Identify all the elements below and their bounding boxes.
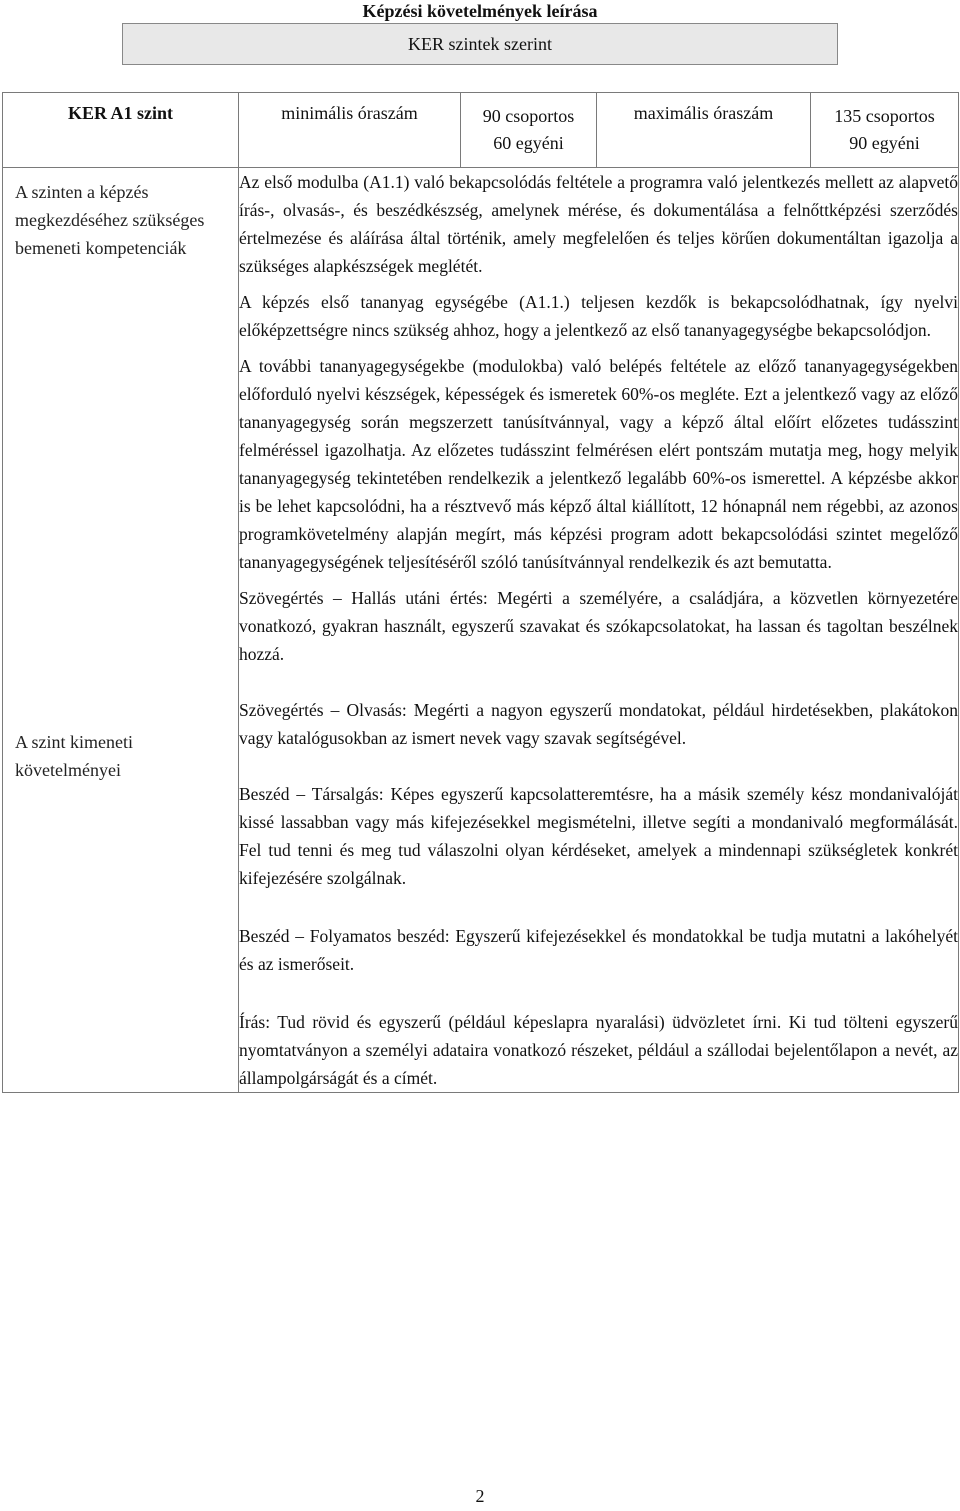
min-hours-label: minimális óraszám — [239, 93, 461, 168]
max-hours-value — [811, 93, 959, 168]
max-individual-hours: 90 egyéni — [849, 133, 920, 153]
content-cell — [239, 168, 959, 1093]
outcome-listening: Szövegértés – Hallás utáni értés: Megérti a személyére, a családjára, a közvetlen környezetére vonatkozó, gyakran használt, egyszerű szavakat és szókapcsolatokat, ha lassan és tagoltan beszélnek hozzá. — [239, 588, 958, 664]
entry-competencies-label: A szinten a képzés megkezdéséhez szükséges bemeneti kompetenciák — [15, 182, 205, 258]
section-labels-cell — [3, 168, 239, 1093]
min-group-hours: 90 csoportos — [482, 106, 575, 126]
max-hours-label: maximális óraszám — [597, 93, 811, 168]
page-number: 2 — [475, 1486, 485, 1506]
document-subtitle: KER szintek szerint — [122, 23, 838, 65]
header-row — [3, 93, 959, 168]
max-group-hours: 135 csoportos — [834, 106, 935, 126]
document-title: Képzési követelmények leírása — [362, 1, 598, 21]
min-hours-value — [461, 93, 597, 168]
body-row — [3, 168, 959, 1093]
outcome-speaking: Beszéd – Folyamatos beszéd: Egyszerű kifejezésekkel és mondatokkal be tudja mutatni a lakóhelyét és az ismerőseit. — [239, 926, 958, 974]
entry-paragraph-2: A képzés első tananyag egységébe (A1.1.) teljesen kezdők is bekapcsolódhatnak, így nyelvi előképzettségre nincs szükség ahhoz, hogy a jelentkező az első tananyagegységbe bekapcsolódjon. — [239, 292, 958, 340]
outcome-conversation: Beszéd – Társalgás: Képes egyszerű kapcsolatteremtésre, ha a másik személy kész mondanivalóját kissé lassabban vagy más kifejezésekkel megismételni, illetve segíti a mondanivaló megformálását. Fel tud tenni és meg tud válaszolni olyan kérdéseket, amelyek a mindennapi szükségletek konkrét kifejezésére szolgálnak. — [239, 784, 958, 888]
min-individual-hours: 60 egyéni — [493, 133, 564, 153]
outcome-reading: Szövegértés – Olvasás: Megérti a nagyon egyszerű mondatokat, például hirdetésekben, plakátokon vagy katalógusokban az ismert nevek vagy szavak segítségével. — [239, 700, 958, 748]
entry-paragraph-3: A további tananyagegységekbe (modulokba) való belépés feltétele az előző tananyagegységekben előforduló nyelvi készségek, képességek és ismeretek 60%-os megléte. Ezt a jelentkező vagy az előző tananyagegység során megszerzett tanúsítvánnyal, vagy a képző által előírt előzetes tudásszint felméréssel igazolhatja. Az előzetes tudásszint felmérésen elért pontszám mutatja meg, hogy melyik tananyagegység tekintetében rendelkezik a jelentkező legalább 60%-os ismerettel. A képzésbe akkor is be lehet kapcsolódni, ha a résztvevő más képző által kiállított, 12 hónapnál nem régebbi, az azonos programkövetelmény alapján megírt, más képzési program adott bekapcsolódási szintet megelőző tananyagegységének teljesítéséről szóló tanúsítvánnyal rendelkezik és azt bemutatta. — [239, 356, 958, 572]
exit-requirements-label: A szint kimeneti követelményei — [15, 732, 133, 780]
requirements-table — [2, 92, 959, 1093]
outcome-writing: Írás: Tud rövid és egyszerű (például képeslapra nyaralási) üdvözletet írni. Ki tud tölteni egyszerű nyomtatványon a személyi adataira vonatkozó részeket, például a szállodai bejelentőlapon a nevét, az állampolgárságát és a címét. — [239, 1012, 958, 1088]
level-cell: KER A1 szint — [3, 93, 239, 168]
entry-paragraph-1: Az első modulba (A1.1) való bekapcsolódás feltétele a programra való jelentkezés mellett az alapvető írás-, olvasás-, és beszédkészség, amelynek mérése, és dokumentálása a felnőttképzési szerződés értelmezése és aláírása által történik, amely megfelelően és teljes körűen dokumentáltan igazolja a szükséges alapkészségek meglétét. — [239, 172, 958, 276]
